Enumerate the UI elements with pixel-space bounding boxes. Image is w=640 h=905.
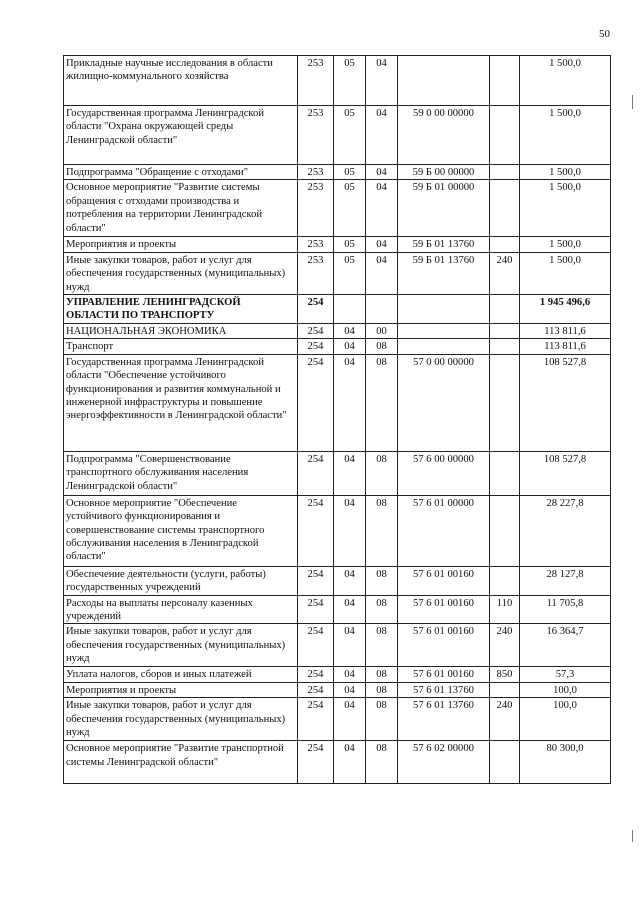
table-row — [64, 566, 611, 595]
amount-cell: 1 945 496,6 — [520, 295, 611, 324]
section-code-cell: 04 — [334, 595, 366, 624]
department-code-cell: 254 — [298, 451, 334, 495]
amount-cell: 1 500,0 — [520, 106, 611, 165]
expense-name-cell: Государственная программа Ленинградской области "Охрана окружающей среды Ленинградской области" — [64, 106, 298, 165]
subsection-code-cell: 08 — [366, 339, 398, 354]
subsection-code-cell: 04 — [366, 180, 398, 237]
amount-cell: 28 227,8 — [520, 495, 611, 566]
expense-name-cell: Подпрограмма "Обращение с отходами" — [64, 165, 298, 180]
subsection-code-cell: 08 — [366, 566, 398, 595]
table-row — [64, 451, 611, 495]
amount-cell: 28 127,8 — [520, 566, 611, 595]
section-code-cell: 04 — [334, 741, 366, 784]
table-row — [64, 252, 611, 294]
table-row — [64, 56, 611, 106]
expense-name-cell: Расходы на выплаты персоналу казенных учреждений — [64, 595, 298, 624]
section-code-cell — [334, 295, 366, 324]
expense-name-cell: НАЦИОНАЛЬНАЯ ЭКОНОМИКА — [64, 324, 298, 339]
target-article-code-cell: 57 6 01 00160 — [398, 667, 490, 682]
department-code-cell: 254 — [298, 741, 334, 784]
table-row — [64, 595, 611, 624]
subsection-code-cell — [366, 295, 398, 324]
subsection-code-cell: 08 — [366, 451, 398, 495]
expense-type-code-cell — [490, 566, 520, 595]
department-code-cell: 254 — [298, 698, 334, 741]
expense-name-cell: Мероприятия и проекты — [64, 682, 298, 697]
amount-cell: 16 364,7 — [520, 624, 611, 667]
expense-type-code-cell — [490, 237, 520, 252]
target-article-code-cell: 57 6 01 00160 — [398, 595, 490, 624]
target-article-code-cell: 59 0 00 00000 — [398, 106, 490, 165]
expense-name-cell: Основное мероприятие "Развитие системы обращения с отходами производства и потребления на территории Ленинградской области" — [64, 180, 298, 237]
amount-cell: 100,0 — [520, 698, 611, 741]
expense-name-cell: Прикладные научные исследования в области жилищно-коммунального хозяйства — [64, 56, 298, 106]
expense-name-cell: Уплата налогов, сборов и иных платежей — [64, 667, 298, 682]
table-row — [64, 682, 611, 697]
department-code-cell: 254 — [298, 624, 334, 667]
amount-cell: 1 500,0 — [520, 165, 611, 180]
table-row — [64, 165, 611, 180]
subsection-code-cell: 08 — [366, 698, 398, 741]
table-row — [64, 624, 611, 667]
target-article-code-cell: 57 6 01 13760 — [398, 682, 490, 697]
target-article-code-cell — [398, 56, 490, 106]
expense-type-code-cell — [490, 741, 520, 784]
section-code-cell: 04 — [334, 698, 366, 741]
department-code-cell: 254 — [298, 339, 334, 354]
target-article-code-cell: 59 Б 01 13760 — [398, 237, 490, 252]
expense-name-cell: УПРАВЛЕНИЕ ЛЕНИНГРАДСКОЙ ОБЛАСТИ ПО ТРАНСПОРТУ — [64, 295, 298, 324]
expense-name-cell: Иные закупки товаров, работ и услуг для обеспечения государственных (муниципальных) нужд — [64, 252, 298, 294]
target-article-code-cell: 57 6 01 13760 — [398, 698, 490, 741]
department-code-cell: 253 — [298, 106, 334, 165]
table-row — [64, 667, 611, 682]
expense-name-cell: Подпрограмма "Совершенствование транспортного обслуживания населения Ленинградской области" — [64, 451, 298, 495]
target-article-code-cell: 57 0 00 00000 — [398, 354, 490, 451]
department-code-cell: 254 — [298, 595, 334, 624]
target-article-code-cell: 57 6 01 00000 — [398, 495, 490, 566]
subsection-code-cell: 08 — [366, 682, 398, 697]
expense-type-code-cell: 240 — [490, 698, 520, 741]
expense-name-cell: Государственная программа Ленинградской области "Обеспечение устойчивого функционирования и развития коммунальной и инженерной инфраструктуры и повышение энергоэффективности в Ленинградской области" — [64, 354, 298, 451]
expense-type-code-cell — [490, 56, 520, 106]
target-article-code-cell: 57 6 00 00000 — [398, 451, 490, 495]
expense-name-cell: Основное мероприятие "Развитие транспортной системы Ленинградской области" — [64, 741, 298, 784]
section-code-cell: 04 — [334, 354, 366, 451]
table-row — [64, 495, 611, 566]
section-code-cell: 04 — [334, 495, 366, 566]
section-code-cell: 04 — [334, 324, 366, 339]
department-code-cell: 254 — [298, 354, 334, 451]
expense-name-cell: Мероприятия и проекты — [64, 237, 298, 252]
table-row — [64, 698, 611, 741]
amount-cell: 1 500,0 — [520, 56, 611, 106]
table-row — [64, 295, 611, 324]
table-row — [64, 324, 611, 339]
expense-type-code-cell: 240 — [490, 252, 520, 294]
amount-cell: 113 811,6 — [520, 339, 611, 354]
table-row — [64, 339, 611, 354]
amount-cell: 108 527,8 — [520, 451, 611, 495]
scan-edge-mark — [632, 830, 633, 842]
subsection-code-cell: 08 — [366, 495, 398, 566]
section-code-cell: 05 — [334, 237, 366, 252]
target-article-code-cell — [398, 295, 490, 324]
target-article-code-cell: 59 Б 00 00000 — [398, 165, 490, 180]
subsection-code-cell: 08 — [366, 624, 398, 667]
section-code-cell: 05 — [334, 252, 366, 294]
subsection-code-cell: 04 — [366, 56, 398, 106]
page-number: 50 — [599, 28, 610, 40]
amount-cell: 100,0 — [520, 682, 611, 697]
target-article-code-cell: 57 6 01 00160 — [398, 624, 490, 667]
department-code-cell: 253 — [298, 180, 334, 237]
subsection-code-cell: 04 — [366, 106, 398, 165]
department-code-cell: 253 — [298, 252, 334, 294]
expense-type-code-cell — [490, 180, 520, 237]
target-article-code-cell: 59 Б 01 00000 — [398, 180, 490, 237]
department-code-cell: 254 — [298, 295, 334, 324]
section-code-cell: 04 — [334, 339, 366, 354]
department-code-cell: 253 — [298, 165, 334, 180]
target-article-code-cell — [398, 324, 490, 339]
expense-name-cell: Иные закупки товаров, работ и услуг для обеспечения государственных (муниципальных) нужд — [64, 624, 298, 667]
section-code-cell: 04 — [334, 566, 366, 595]
budget-table-body — [64, 56, 611, 784]
section-code-cell: 04 — [334, 682, 366, 697]
department-code-cell: 254 — [298, 495, 334, 566]
expense-type-code-cell — [490, 339, 520, 354]
amount-cell: 11 705,8 — [520, 595, 611, 624]
expense-name-cell: Обеспечение деятельности (услуги, работы) государственных учреждений — [64, 566, 298, 595]
expense-type-code-cell — [490, 495, 520, 566]
expense-type-code-cell — [490, 451, 520, 495]
subsection-code-cell: 04 — [366, 165, 398, 180]
department-code-cell: 254 — [298, 682, 334, 697]
expense-type-code-cell — [490, 106, 520, 165]
target-article-code-cell — [398, 339, 490, 354]
subsection-code-cell: 08 — [366, 667, 398, 682]
subsection-code-cell: 04 — [366, 252, 398, 294]
department-code-cell: 254 — [298, 667, 334, 682]
table-row — [64, 237, 611, 252]
table-row — [64, 180, 611, 237]
expense-type-code-cell — [490, 165, 520, 180]
target-article-code-cell: 57 6 02 00000 — [398, 741, 490, 784]
table-row — [64, 106, 611, 165]
department-code-cell: 253 — [298, 56, 334, 106]
expense-name-cell: Основное мероприятие "Обеспечение устойчивого функционирования и совершенствование системы транспортного обслуживания населения в Ленинградской области" — [64, 495, 298, 566]
expense-type-code-cell: 850 — [490, 667, 520, 682]
section-code-cell: 05 — [334, 165, 366, 180]
section-code-cell: 05 — [334, 180, 366, 237]
expense-type-code-cell — [490, 295, 520, 324]
department-code-cell: 254 — [298, 324, 334, 339]
expense-type-code-cell: 240 — [490, 624, 520, 667]
section-code-cell: 04 — [334, 451, 366, 495]
expense-type-code-cell: 110 — [490, 595, 520, 624]
scan-edge-mark — [632, 95, 633, 109]
expense-type-code-cell — [490, 682, 520, 697]
expense-name-cell: Транспорт — [64, 339, 298, 354]
amount-cell: 1 500,0 — [520, 180, 611, 237]
subsection-code-cell: 00 — [366, 324, 398, 339]
expense-type-code-cell — [490, 324, 520, 339]
target-article-code-cell: 59 Б 01 13760 — [398, 252, 490, 294]
subsection-code-cell: 08 — [366, 741, 398, 784]
department-code-cell: 253 — [298, 237, 334, 252]
table-row — [64, 741, 611, 784]
department-code-cell: 254 — [298, 566, 334, 595]
subsection-code-cell: 08 — [366, 595, 398, 624]
amount-cell: 1 500,0 — [520, 252, 611, 294]
expense-name-cell: Иные закупки товаров, работ и услуг для обеспечения государственных (муниципальных) нужд — [64, 698, 298, 741]
section-code-cell: 04 — [334, 667, 366, 682]
amount-cell: 113 811,6 — [520, 324, 611, 339]
amount-cell: 1 500,0 — [520, 237, 611, 252]
target-article-code-cell: 57 6 01 00160 — [398, 566, 490, 595]
section-code-cell: 04 — [334, 624, 366, 667]
subsection-code-cell: 04 — [366, 237, 398, 252]
subsection-code-cell: 08 — [366, 354, 398, 451]
expense-type-code-cell — [490, 354, 520, 451]
section-code-cell: 05 — [334, 56, 366, 106]
section-code-cell: 05 — [334, 106, 366, 165]
table-row — [64, 354, 611, 451]
amount-cell: 57,3 — [520, 667, 611, 682]
budget-table — [63, 55, 611, 784]
amount-cell: 80 300,0 — [520, 741, 611, 784]
amount-cell: 108 527,8 — [520, 354, 611, 451]
